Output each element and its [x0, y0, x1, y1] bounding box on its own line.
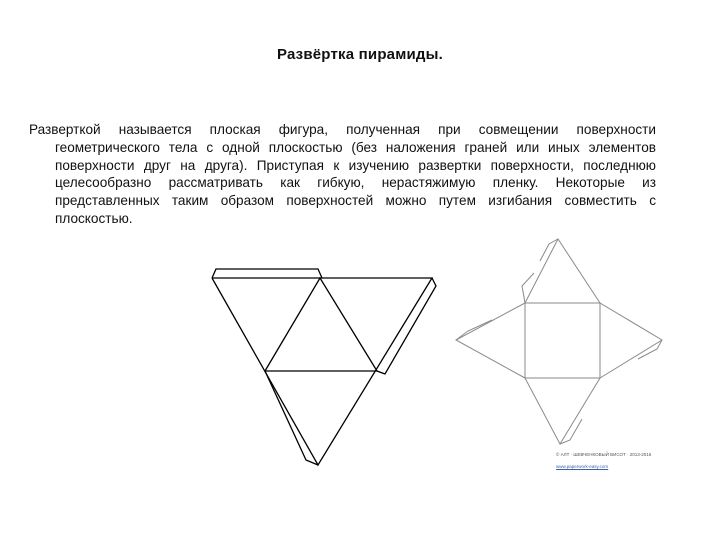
tetrahedron-net-lines — [212, 269, 436, 465]
square-pyramid-net-lines — [456, 239, 662, 444]
slide-title: Развёртка пирамиды. — [276, 46, 444, 63]
credit-link[interactable]: www.paperwork-easy.com — [556, 464, 609, 469]
square-pyramid-net-icon — [448, 232, 678, 477]
tetrahedron-net-icon — [200, 262, 445, 477]
credit-text: © АЛТ · ШЕВЧЕНКОВЫЙ ВИСОТ · 2013-2016 — [556, 452, 652, 457]
definition-paragraph: Разверткой называется плоская фигура, полученная при совмещении поверхности геометрического тела с одной плоскостью (без наложения граней или иных элементов поверхности друг на друга). Приступая к изучению развертки поверхности, последнюю целесообразно рассматривать как гибкую, нерастяжимую пленку. Некоторые из представленных таким образом поверхностей можно путем изгибания совместить с плоскостью. — [29, 122, 656, 226]
